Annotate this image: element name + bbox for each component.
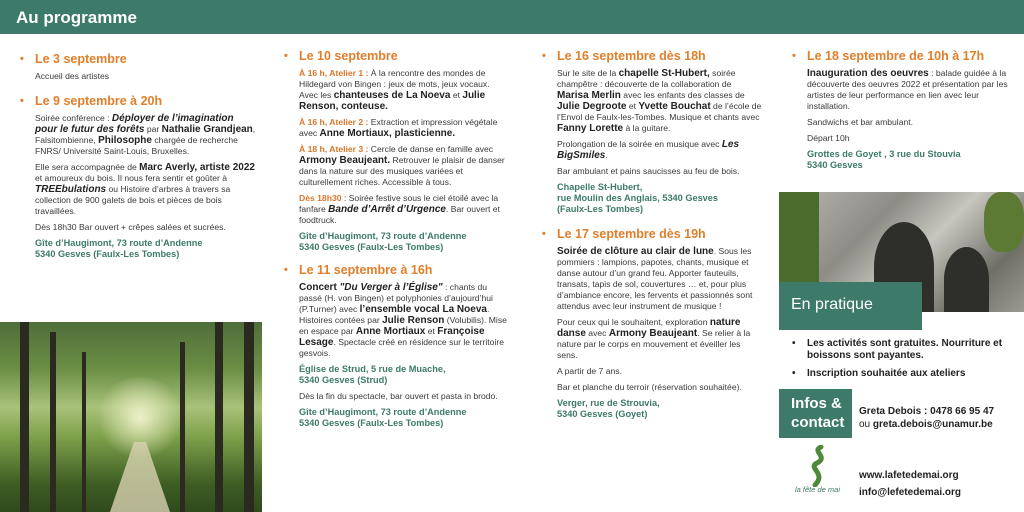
column-4 — [790, 49, 1012, 183]
links-block — [859, 467, 961, 501]
event-location: Église de Strud, 5 rue de Muache, 5340 Gesves (Strud) — [299, 364, 446, 385]
event-text: Pour ceux qui le souhaitent, exploration nature danse avec Armony Beaujeant. Se relier à la nature par le corps en mouvement et éveiller les sens. — [557, 317, 751, 360]
fete-de-mai-logo: la fête de mai — [785, 445, 850, 497]
bullet-icon: • — [542, 50, 546, 62]
event-9-sept — [18, 94, 256, 260]
event-location: Gîte d’Haugimont, 73 route d’Andenne 5340 Gesves (Faulx-Les Tombes) — [299, 231, 467, 252]
event-text: À 16 h, Atelier 2 : Extraction et impression végétale avec Anne Mortiaux, plasticienne. — [299, 117, 498, 139]
event-text: Elle sera accompagnée de Marc Averly, artiste 2022 et amoureux du bois. Il nous fera sentir et goûter à TREEbulations ou Histoire d’arbres à travers sa collection de 900 galets de bois et pièces de bois travaillées. — [35, 162, 255, 216]
list-item: • Les activités sont gratuites. Nourriture et boissons sont payantes. — [792, 338, 1003, 361]
infos-heading: Infos & contact — [779, 389, 852, 438]
contact-person: Greta Debois : 0478 66 95 47 — [859, 406, 995, 417]
bullet-icon: • — [542, 228, 546, 240]
event-text: Concert "Du Verger à l’Église" : chants du passé (H. von Bingen) et polyphonies d’aujourd’hui (P.Turner) avec l’ensemble vocal La Noeva. Histoires contées par Julie Renson (Volubilis). Mise en espace par Anne Mortiaux et Françoise Lesage. Spectacle créé en résidence sur le territoire gesvois. — [299, 282, 507, 358]
event-text: Dès la fin du spectacle, bar ouvert et pasta in brodo. — [299, 391, 498, 401]
bullet-icon: • — [20, 53, 24, 65]
column-1 — [18, 52, 256, 272]
bullet-icon: • — [284, 50, 288, 62]
event-location: Grottes de Goyet , 3 rue du Stouvia 5340 Gesves — [807, 149, 961, 170]
bullet-icon: • — [792, 338, 796, 349]
pratique-heading: En pratique — [779, 282, 922, 330]
event-17-sept — [540, 227, 762, 420]
event-text: À 18 h, Atelier 3 : Cercle de danse en famille avec Armony Beaujeant. Retrouver le plaisir de danser dans la nature sur des musiques variées et culturellement riches. Accessible à tous. — [299, 144, 505, 187]
event-date: Le 10 septembre — [299, 49, 398, 63]
event-location: Gîte d’Haugimont, 73 route d’Andenne 5340 Gesves (Faulx-Les Tombes) — [35, 238, 203, 259]
bullet-icon: • — [284, 264, 288, 276]
event-16-sept — [540, 49, 762, 215]
event-date: Le 9 septembre à 20h — [35, 94, 163, 108]
event-10-sept — [282, 49, 510, 253]
event-text: Bar et planche du terroir (réservation souhaitée). — [557, 382, 742, 392]
event-text: Sur le site de la chapelle St-Hubert, soirée champêtre : découverte de la collaboration de Marisa Merlin avec les enfants des classes de Julie Degroote et Yvette Bouchat de l’école de l’Envol de Faulx-les-Tombes. Musique et chants avec Fanny Lorette à la guitare. — [557, 68, 762, 134]
column-3 — [540, 49, 762, 432]
contact-block: Greta Debois : 0478 66 95 47 ou greta.debois@unamur.be — [859, 406, 995, 430]
event-text: Inauguration des oeuvres : balade guidée à la découverte des oeuvres 2022 et présentation par les artistes de leur performance en lien avec leur installation. — [807, 68, 1008, 111]
bullet-icon: • — [792, 368, 796, 379]
contact-email-link[interactable]: greta.debois@unamur.be — [872, 419, 993, 430]
page-title: Au programme — [16, 8, 137, 27]
event-text: Sandwichs et bar ambulant. — [807, 117, 914, 127]
website-link[interactable]: www.lafetedemai.org — [859, 470, 959, 481]
event-text: Dès 18h30 : Soirée festive sous le ciel étoilé avec la fanfare Bande d’Arrêt d’Urgence. Bar ouvert et foodtruck. — [299, 193, 500, 225]
bullet-icon: • — [792, 50, 796, 62]
event-11-sept — [282, 263, 510, 429]
event-18-sept — [790, 49, 1012, 171]
event-text: Départ 10h — [807, 133, 850, 143]
pratique-list — [790, 338, 1020, 386]
event-text: Soirée conférence : Déployer de l’imagination pour le futur des forêts par Nathalie Grandjean, Falsitombienne, Philosophe chargée de recherche FNRS/ Université Saint-Louis, Bruxelles. — [35, 113, 256, 156]
email-link[interactable]: info@lefetedemai.org — [859, 487, 961, 498]
event-text: Prolongation de la soirée en musique avec Les BigSmiles. — [557, 139, 740, 161]
event-text: Accueil des artistes — [35, 71, 110, 81]
event-location: Gîte d’Haugimont, 73 route d’Andenne 5340 Gesves (Faulx-Les Tombes) — [299, 407, 467, 428]
event-location: Verger, rue de Strouvia, 5340 Gesves (Goyet) — [557, 398, 660, 419]
event-text: À 16 h, Atelier 1 : À la rencontre des mondes de Hildegard von Bingen : jeux de mots, jeux vocaux. Avec les chanteuses de La Noeva et Julie Renson, conteuse. — [299, 68, 490, 112]
event-3-sept — [18, 52, 256, 82]
event-date: Le 18 septembre de 10h à 17h — [807, 49, 985, 63]
event-date: Le 16 septembre dès 18h — [557, 49, 706, 63]
event-date: Le 17 septembre dès 19h — [557, 227, 706, 241]
bullet-icon: • — [20, 95, 24, 107]
event-date: Le 3 septembre — [35, 52, 127, 66]
event-text: Soirée de clôture au clair de lune. Sous les pommiers : lampions, papotes, chants, musique et danse autour d’un grand feu. Apporter fauteuils, transats, tapis de sol, couvertures … et, pour plus d’ambiance encore, les fervents et passionnés sont attendus avec leur instrument de musique ! — [557, 246, 753, 311]
event-text: Bar ambulant et pains saucisses au feu de bois. — [557, 166, 740, 176]
event-date: Le 11 septembre à 16h — [299, 263, 433, 277]
forest-photo — [0, 322, 262, 512]
column-2 — [282, 49, 510, 441]
header-bar — [0, 0, 1024, 34]
event-text: Dès 18h30 Bar ouvert + crêpes salées et sucrées. — [35, 222, 226, 232]
event-location: Chapelle St-Hubert, rue Moulin des Anglais, 5340 Gesves (Faulx-Les Tombes) — [557, 182, 719, 214]
list-item: • Inscription souhaitée aux ateliers — [792, 368, 966, 379]
event-text: A partir de 7 ans. — [557, 366, 622, 376]
